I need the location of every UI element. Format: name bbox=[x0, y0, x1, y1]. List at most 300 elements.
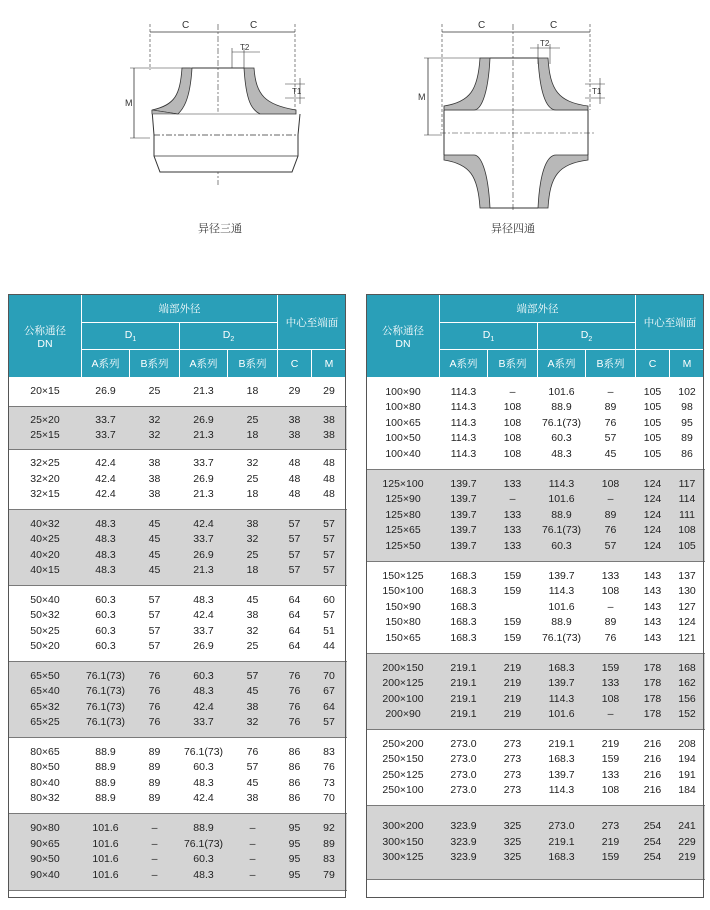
cell-value: 48.3 bbox=[95, 517, 116, 530]
cell-value: 88.9 bbox=[551, 508, 572, 521]
cell-value: 159 bbox=[503, 585, 522, 598]
cell-value: 33.7 bbox=[193, 624, 214, 637]
cell-value: 57 bbox=[148, 609, 161, 621]
cell-value: 139.7 bbox=[450, 524, 477, 537]
table-row bbox=[9, 586, 347, 662]
cell-value: 325 bbox=[503, 851, 522, 864]
d2-b-cell bbox=[228, 814, 278, 891]
cell-value: 76 bbox=[604, 524, 617, 537]
reducing-cross-caption: 异径四通 bbox=[491, 223, 535, 235]
dn-cell bbox=[367, 654, 440, 730]
cell-value: 45 bbox=[148, 517, 161, 530]
header-dn bbox=[9, 295, 82, 378]
cell-value: 76.1(73) bbox=[183, 837, 224, 850]
header-m: M bbox=[312, 350, 347, 378]
d1-b-cell bbox=[130, 662, 180, 738]
cell-value: 26.9 bbox=[193, 413, 214, 426]
table-row bbox=[9, 814, 347, 891]
cell-value: 191 bbox=[678, 768, 696, 781]
cell-value: 57 bbox=[246, 669, 259, 682]
cell-value: 101.6 bbox=[548, 493, 575, 506]
cell-value: 159 bbox=[503, 631, 522, 644]
cell-value: 50×40 bbox=[30, 593, 60, 606]
cell-value: 48.3 bbox=[193, 776, 214, 789]
cell-value: 178 bbox=[643, 677, 662, 689]
m-cell bbox=[312, 586, 347, 662]
cell-value: 45 bbox=[604, 447, 617, 460]
cell-value: – bbox=[509, 385, 516, 398]
cell-value: 76.1(73) bbox=[85, 669, 126, 682]
cell-value: 139.7 bbox=[450, 508, 477, 521]
cell-value: 38 bbox=[323, 413, 335, 426]
dim-c-right-label: C bbox=[550, 20, 558, 31]
cell-value: 83 bbox=[323, 853, 335, 865]
cell-value: 25×15 bbox=[30, 429, 60, 441]
cell-value: 76 bbox=[288, 700, 301, 713]
cell-value: 86 bbox=[288, 761, 301, 773]
cell-value: 100×40 bbox=[385, 447, 421, 460]
cell-value: 100×80 bbox=[385, 401, 421, 414]
cell-value: 108 bbox=[678, 524, 696, 537]
cell-value: 76.1(73) bbox=[541, 631, 582, 644]
reducing-tee-diagram bbox=[120, 10, 320, 185]
c-cell bbox=[278, 814, 312, 891]
cell-value: 48.3 bbox=[95, 564, 116, 576]
d2-a-cell bbox=[538, 806, 586, 880]
cell-value: 33.7 bbox=[193, 533, 214, 545]
cell-value: 250×125 bbox=[382, 768, 424, 781]
header-d2-a-series: A系列 bbox=[180, 350, 228, 378]
cell-value: 88.9 bbox=[95, 792, 116, 804]
cell-value: 42.4 bbox=[193, 609, 214, 621]
cell-value: – bbox=[151, 837, 158, 850]
cell-value: – bbox=[249, 837, 256, 850]
dn-cell bbox=[9, 662, 82, 738]
cell-value: 219.1 bbox=[548, 737, 575, 750]
m-cell bbox=[670, 654, 705, 730]
header-dn-text: 公称通径 DN bbox=[382, 324, 424, 350]
cell-value: 40×25 bbox=[30, 533, 60, 545]
d2-a-cell bbox=[538, 378, 586, 470]
cell-value: 26.9 bbox=[193, 548, 214, 561]
cell-value: 88.9 bbox=[95, 776, 116, 789]
cell-value: 57 bbox=[323, 564, 335, 576]
dim-t2-label: T2 bbox=[540, 39, 550, 48]
header-d1: $D_1$ bbox=[440, 323, 538, 350]
m-cell bbox=[312, 814, 347, 891]
cell-value: 178 bbox=[643, 708, 662, 720]
cell-value: 51 bbox=[323, 624, 335, 637]
cell-value: 98 bbox=[681, 401, 693, 414]
d1-b-cell bbox=[130, 378, 180, 407]
cell-value: 150×90 bbox=[385, 600, 421, 613]
cell-value: 32 bbox=[148, 413, 161, 426]
cell-value: 95 bbox=[288, 868, 301, 881]
d1-b-cell bbox=[488, 730, 538, 806]
cell-value: 48 bbox=[288, 472, 301, 485]
table-row bbox=[9, 407, 347, 450]
cell-value: 45 bbox=[246, 776, 259, 789]
header-c: C bbox=[636, 350, 670, 378]
cell-value: 133 bbox=[503, 524, 522, 537]
cell-value: 38 bbox=[148, 457, 161, 470]
d2-b-cell bbox=[586, 562, 636, 654]
cell-value: 216 bbox=[643, 737, 662, 750]
cell-value: 133 bbox=[601, 677, 620, 689]
cell-value: 70 bbox=[323, 792, 335, 804]
cell-value: 88.9 bbox=[551, 401, 572, 414]
header-d1-b-series: B系列 bbox=[488, 350, 538, 378]
reducing-tee-caption: 异径三通 bbox=[198, 223, 242, 235]
cell-value: 25×20 bbox=[30, 413, 60, 426]
cell-value: 150×80 bbox=[385, 616, 421, 629]
cell-value: 64 bbox=[288, 624, 301, 637]
cell-value: – bbox=[151, 822, 158, 834]
dim-m-label: M bbox=[125, 98, 133, 108]
cell-value: 219 bbox=[503, 692, 522, 705]
cell-value: 273.0 bbox=[450, 784, 477, 796]
cell-value: 273.0 bbox=[450, 768, 477, 781]
cell-value: 76 bbox=[288, 685, 301, 697]
header-d2-b-series: B系列 bbox=[228, 350, 278, 378]
dim-c-left-label: C bbox=[182, 20, 190, 31]
cell-value: 42.4 bbox=[193, 792, 214, 804]
cell-value: 152 bbox=[678, 708, 696, 720]
cell-value: 139.7 bbox=[450, 477, 477, 490]
cell-value: 159 bbox=[601, 661, 620, 674]
cell-value: 64 bbox=[288, 609, 301, 621]
cell-value: 86 bbox=[681, 447, 693, 460]
cell-value: 60.3 bbox=[95, 640, 116, 652]
cell-value: 33.7 bbox=[95, 429, 116, 441]
cell-value: 21.3 bbox=[193, 429, 214, 441]
cell-value: 86 bbox=[288, 792, 301, 804]
cell-value: – bbox=[249, 822, 256, 834]
cell-value: 168.3 bbox=[548, 753, 575, 765]
cell-value: 26.9 bbox=[95, 385, 116, 398]
cell-value: 114.3 bbox=[450, 432, 477, 445]
cell-value: 168.3 bbox=[450, 600, 477, 613]
d1-a-cell bbox=[82, 378, 130, 407]
cell-value: 64 bbox=[288, 640, 301, 652]
cell-value: 57 bbox=[148, 593, 161, 606]
cell-value: 200×125 bbox=[382, 677, 424, 689]
d2-a-cell bbox=[180, 738, 228, 814]
cell-value: 48 bbox=[323, 457, 335, 470]
cell-value: 200×100 bbox=[382, 692, 424, 705]
cell-value: 65×25 bbox=[30, 716, 60, 728]
cell-value: 29 bbox=[323, 385, 335, 398]
cell-value: 48 bbox=[288, 457, 301, 470]
cell-value: 44 bbox=[323, 640, 335, 652]
m-cell bbox=[312, 510, 347, 586]
header-end-od: 端部外径 bbox=[82, 295, 278, 323]
cell-value: 125×80 bbox=[385, 508, 421, 521]
cell-value: 48.3 bbox=[193, 685, 214, 697]
cell-value: – bbox=[607, 600, 614, 613]
cell-value: 194 bbox=[678, 753, 696, 765]
c-cell bbox=[278, 586, 312, 662]
d1-a-cell bbox=[82, 450, 130, 510]
d1-b-cell bbox=[130, 450, 180, 510]
dim-t1-label: T1 bbox=[592, 87, 602, 96]
cell-value: 125×65 bbox=[385, 524, 421, 537]
cell-value: 125×90 bbox=[385, 493, 421, 506]
cell-value: 108 bbox=[503, 401, 522, 414]
cell-value: 90×80 bbox=[30, 822, 60, 834]
table-row bbox=[367, 470, 705, 562]
table-row bbox=[367, 562, 705, 654]
cell-value: 139.7 bbox=[450, 539, 477, 552]
dn-cell bbox=[367, 470, 440, 562]
cell-value: 76.1(73) bbox=[183, 745, 224, 758]
d2-b-cell bbox=[228, 586, 278, 662]
cell-value: – bbox=[607, 493, 614, 506]
d2-b-cell bbox=[228, 510, 278, 586]
header-d2-a-series: A系列 bbox=[538, 350, 586, 378]
header-d2: $D_2$ bbox=[180, 323, 278, 350]
cell-value: 76 bbox=[604, 416, 617, 429]
dn-cell bbox=[9, 450, 82, 510]
header-d1-a-series: A系列 bbox=[82, 350, 130, 378]
table-row bbox=[367, 654, 705, 730]
cell-value: 60.3 bbox=[193, 669, 214, 682]
cell-value: 229 bbox=[678, 835, 696, 848]
cell-value: 101.6 bbox=[92, 837, 119, 850]
cell-value: 88.9 bbox=[551, 616, 572, 629]
cell-value: 184 bbox=[678, 784, 696, 796]
dn-cell bbox=[9, 407, 82, 450]
cell-value: 273.0 bbox=[450, 737, 477, 750]
cell-value: 101.6 bbox=[548, 385, 575, 398]
cell-value: 100×90 bbox=[385, 385, 421, 398]
cell-value: 219.1 bbox=[548, 835, 575, 848]
d1-a-cell bbox=[440, 654, 488, 730]
cell-value: 45 bbox=[148, 548, 161, 561]
cell-value: 273 bbox=[601, 820, 620, 833]
cell-value: 38 bbox=[148, 472, 161, 485]
cell-value: 88.9 bbox=[95, 761, 116, 773]
cell-value: 273 bbox=[503, 753, 522, 765]
cell-value: 38 bbox=[246, 700, 259, 713]
cell-value: 89 bbox=[148, 792, 161, 804]
c-cell bbox=[636, 654, 670, 730]
cell-value: 65×40 bbox=[30, 685, 60, 697]
m-cell bbox=[312, 450, 347, 510]
d1-a-cell bbox=[440, 806, 488, 880]
dn-cell bbox=[9, 510, 82, 586]
cell-value: 48.3 bbox=[95, 533, 116, 545]
cell-value: 114.3 bbox=[548, 477, 575, 490]
cell-value: 57 bbox=[604, 432, 617, 445]
cell-value: 57 bbox=[288, 533, 301, 545]
cell-value: 60.3 bbox=[95, 624, 116, 637]
cell-value: 219.1 bbox=[450, 692, 477, 705]
cell-value: 32×15 bbox=[30, 488, 60, 501]
cell-value: 33.7 bbox=[193, 457, 214, 470]
cell-value: 114.3 bbox=[450, 447, 477, 460]
cell-value: 88.9 bbox=[193, 822, 214, 834]
cell-value: 21.3 bbox=[193, 385, 214, 398]
cell-value: 38 bbox=[148, 488, 161, 501]
cell-value: – bbox=[509, 493, 516, 506]
cell-value: – bbox=[151, 853, 158, 865]
cell-value: 162 bbox=[678, 677, 696, 689]
cell-value: 159 bbox=[503, 616, 522, 629]
cell-value: 89 bbox=[604, 508, 617, 521]
cell-value: 21.3 bbox=[193, 564, 214, 576]
cell-value: 108 bbox=[601, 784, 620, 796]
cell-value: 42.4 bbox=[95, 457, 116, 470]
cell-value: 95 bbox=[288, 822, 301, 834]
d2-a-cell bbox=[180, 510, 228, 586]
cell-value: – bbox=[151, 868, 158, 881]
cell-value: 300×125 bbox=[382, 851, 424, 864]
header-d1: $D_1$ bbox=[82, 323, 180, 350]
cell-value: 42.4 bbox=[193, 700, 214, 713]
cell-value: 89 bbox=[148, 745, 161, 758]
cell-value: 76 bbox=[288, 669, 301, 682]
cell-value: 159 bbox=[601, 753, 620, 765]
header-dn-text: 公称通径 DN bbox=[24, 324, 66, 350]
d1-b-cell bbox=[130, 814, 180, 891]
d2-a-cell bbox=[538, 470, 586, 562]
cell-value: 38 bbox=[246, 609, 259, 621]
cell-value: 114.3 bbox=[450, 385, 477, 398]
cell-value: 90×40 bbox=[30, 868, 60, 881]
cell-value: 108 bbox=[503, 432, 522, 445]
cell-value: 114.3 bbox=[548, 784, 575, 796]
d2-a-cell bbox=[180, 407, 228, 450]
cell-value: 38 bbox=[323, 429, 335, 441]
c-cell bbox=[636, 562, 670, 654]
dn-cell bbox=[9, 738, 82, 814]
cell-value: 108 bbox=[503, 447, 522, 460]
d1-a-cell bbox=[82, 586, 130, 662]
cell-value: 57 bbox=[323, 548, 335, 561]
cell-value: 200×150 bbox=[382, 661, 424, 674]
table-row bbox=[9, 662, 347, 738]
cell-value: 42.4 bbox=[95, 472, 116, 485]
header-center-to-end: 中心至端面 bbox=[636, 295, 705, 350]
cell-value: 48.3 bbox=[551, 447, 572, 460]
header-m: M bbox=[670, 350, 705, 378]
d1-b-cell bbox=[130, 586, 180, 662]
header-end-od: 端部外径 bbox=[440, 295, 636, 323]
cell-value: 159 bbox=[503, 569, 522, 582]
cell-value: 100×65 bbox=[385, 416, 421, 429]
d2-b-cell bbox=[228, 450, 278, 510]
cell-value: 178 bbox=[643, 692, 662, 705]
dn-cell bbox=[9, 586, 82, 662]
cell-value: – bbox=[249, 868, 256, 881]
d2-a-cell bbox=[180, 586, 228, 662]
d2-a-cell bbox=[538, 730, 586, 806]
cell-value: – bbox=[249, 853, 256, 865]
cell-value: 32 bbox=[246, 457, 259, 470]
cell-value: 105 bbox=[643, 401, 662, 414]
cell-value: 80×40 bbox=[30, 776, 60, 789]
cell-value: 48 bbox=[288, 488, 301, 501]
dn-cell bbox=[9, 378, 82, 407]
d2-b-cell bbox=[586, 806, 636, 880]
d1-a-cell bbox=[440, 562, 488, 654]
d2-a-cell bbox=[180, 814, 228, 891]
cell-value: 25 bbox=[246, 413, 259, 426]
cell-value: 124 bbox=[643, 539, 662, 552]
cell-value: 124 bbox=[643, 508, 662, 521]
cell-value: 101.6 bbox=[92, 822, 119, 834]
c-cell bbox=[636, 730, 670, 806]
cell-value: 124 bbox=[643, 524, 662, 537]
cell-value: 40×20 bbox=[30, 548, 60, 561]
cell-value: 111 bbox=[679, 508, 695, 521]
cell-value: 57 bbox=[288, 517, 301, 530]
cell-value: 38 bbox=[246, 792, 259, 804]
c-cell bbox=[636, 806, 670, 880]
cell-value: 80×50 bbox=[30, 761, 60, 773]
cell-value: 114.3 bbox=[450, 401, 477, 414]
d2-b-cell bbox=[228, 662, 278, 738]
m-cell bbox=[312, 738, 347, 814]
table-left-body bbox=[9, 378, 347, 891]
c-cell bbox=[636, 378, 670, 470]
cell-value: 48.3 bbox=[193, 593, 214, 606]
cell-value: 168.3 bbox=[548, 661, 575, 674]
cell-value: 57 bbox=[288, 548, 301, 561]
d1-b-cell bbox=[488, 806, 538, 880]
cell-value: 89 bbox=[681, 432, 693, 445]
cell-value: 38 bbox=[246, 517, 259, 530]
cell-value: 168.3 bbox=[450, 616, 477, 629]
cell-value: 57 bbox=[604, 539, 617, 552]
cell-value: 108 bbox=[601, 477, 620, 490]
m-cell bbox=[670, 378, 705, 470]
cell-value: 254 bbox=[643, 851, 662, 864]
cell-value: 300×150 bbox=[382, 835, 424, 848]
d1-b-cell bbox=[130, 510, 180, 586]
cell-value: 100×50 bbox=[385, 432, 421, 445]
dim-t2-label: T2 bbox=[240, 43, 250, 52]
cell-value: 143 bbox=[643, 600, 662, 613]
header-d2-b-series: B系列 bbox=[586, 350, 636, 378]
cell-value: 48.3 bbox=[193, 868, 214, 881]
cell-value: 60.3 bbox=[193, 853, 214, 865]
cell-value: 150×100 bbox=[382, 585, 424, 598]
cell-value: 95 bbox=[288, 853, 301, 865]
cell-value: 86 bbox=[288, 776, 301, 789]
cell-value: 323.9 bbox=[450, 820, 477, 833]
cell-value: 80×65 bbox=[30, 745, 60, 758]
cell-value: 323.9 bbox=[450, 835, 477, 848]
c-cell bbox=[636, 470, 670, 562]
cell-value: 33.7 bbox=[95, 413, 116, 426]
d2-b-cell bbox=[586, 730, 636, 806]
dn-cell bbox=[367, 806, 440, 880]
subscript: 2 bbox=[230, 336, 235, 344]
cell-value: 133 bbox=[503, 508, 522, 521]
cell-value: 133 bbox=[601, 569, 620, 582]
table-row bbox=[9, 738, 347, 814]
cell-value: 48.3 bbox=[95, 548, 116, 561]
d2-a-cell bbox=[180, 662, 228, 738]
cell-value: 70 bbox=[323, 669, 335, 682]
cell-value: 114.3 bbox=[548, 692, 575, 705]
cell-value: 76 bbox=[288, 716, 301, 728]
cell-value: 250×100 bbox=[382, 784, 424, 796]
cell-value: 250×150 bbox=[382, 753, 424, 765]
cell-value: 20×15 bbox=[30, 385, 60, 398]
